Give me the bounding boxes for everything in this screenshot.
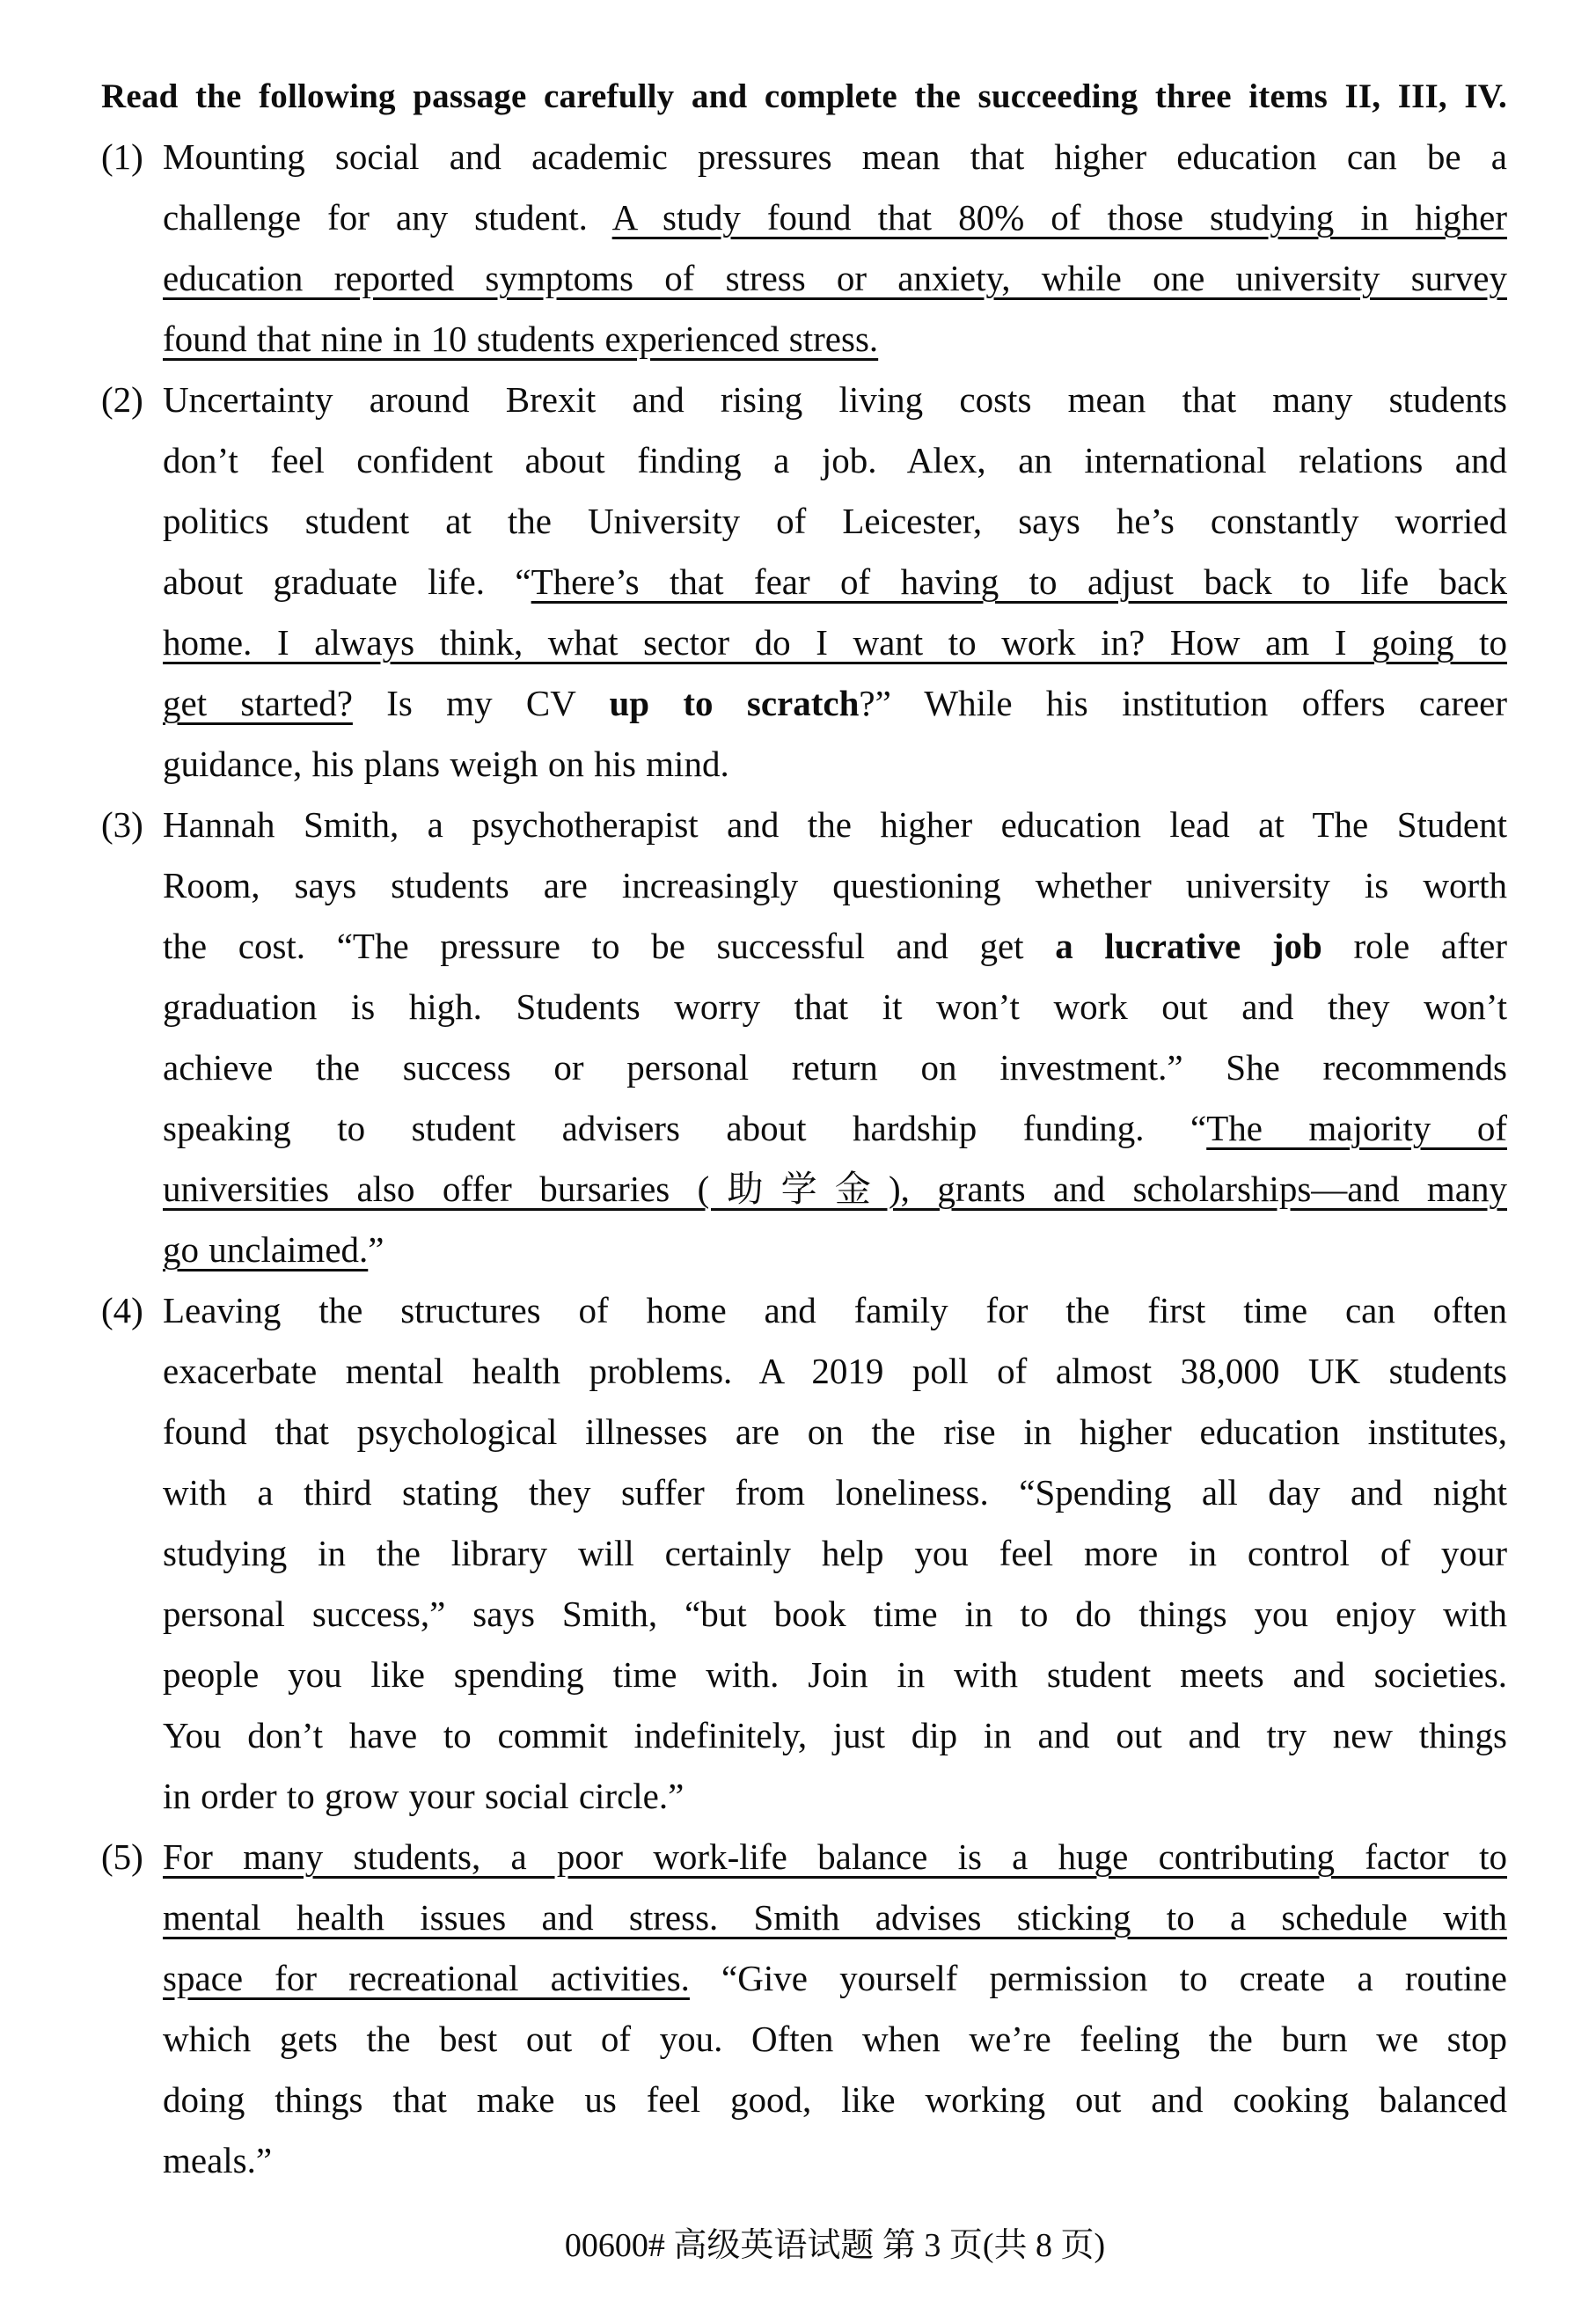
underlined-segment: found that nine in 10 students experienced stress. <box>163 319 879 359</box>
text-segment: the cost. “The pressure to be successful and get <box>163 926 1056 966</box>
passage-line <box>163 491 1507 552</box>
underlined-segment: space for recreational activities. <box>163 1958 690 1998</box>
paragraph-3 <box>101 795 1507 1280</box>
passage-line <box>163 1645 1507 1705</box>
paragraph-marker: (5) <box>101 1836 143 1877</box>
paragraph-5 <box>101 1827 1507 2191</box>
text-segment: studying in the library will certainly help you feel more in control of your <box>163 1533 1507 1573</box>
underlined-segment: universities also offer bursaries (助学金), grants and scholarships—and many <box>163 1169 1507 1209</box>
paragraph-marker: (1) <box>101 136 143 177</box>
underlined-segment: For many students, a poor work-life balance is a huge contributing factor to <box>163 1836 1507 1877</box>
text-segment: meals.” <box>163 2140 273 2180</box>
instruction-heading: Read the following passage carefully and complete the succeeding three items II, III, IV. <box>101 77 1507 115</box>
underlined-segment: go unclaimed. <box>163 1229 369 1270</box>
passage-line <box>163 1220 1507 1280</box>
text-segment: speaking to student advisers about hardship funding. “ <box>163 1108 1207 1148</box>
passage-line <box>163 1462 1507 1523</box>
paragraph-marker: (4) <box>101 1290 143 1330</box>
page-footer: 00600# 高级英语试题 第 3 页(共 8 页) <box>564 2227 1106 2264</box>
passage-line <box>163 673 1507 734</box>
passage-line <box>163 2009 1507 2070</box>
passage-line <box>163 552 1507 612</box>
passage-line <box>163 1827 1507 1887</box>
passage-line <box>163 370 1507 430</box>
passage <box>101 127 1507 2191</box>
text-segment: Leaving the structures of home and family for the first time can often <box>163 1290 1507 1330</box>
passage-line <box>163 1523 1507 1584</box>
text-segment: challenge for any student. <box>163 197 612 238</box>
underlined-segment: get started? <box>163 683 353 723</box>
passage-line <box>163 248 1507 309</box>
paragraph-marker: (3) <box>101 804 143 845</box>
text-segment: which gets the best out of you. Often when we’re feeling the burn we stop <box>163 2019 1507 2059</box>
underlined-segment: There’s that fear of having to adjust back to life back <box>531 561 1507 602</box>
passage-line <box>163 1584 1507 1645</box>
paragraph-1 <box>101 127 1507 370</box>
passage-line <box>163 977 1507 1037</box>
passage-line <box>163 1705 1507 1766</box>
text-segment: achieve the success or personal return on investment.” She recommends <box>163 1047 1507 1088</box>
passage-line <box>163 1280 1507 1341</box>
passage-line <box>163 795 1507 855</box>
passage-line <box>163 309 1507 370</box>
bold-segment: a lucrative job <box>1055 926 1322 966</box>
text-segment: You don’t have to commit indefinitely, just dip in and out and try new things <box>163 1715 1507 1755</box>
text-segment: don’t feel confident about finding a job. Alex, an international relations and <box>163 440 1507 480</box>
text-segment: doing things that make us feel good, like working out and cooking balanced <box>163 2079 1507 2120</box>
passage-line <box>163 430 1507 491</box>
passage-line <box>163 1887 1507 1948</box>
text-segment: politics student at the University of Leicester, says he’s constantly worried <box>163 501 1507 541</box>
underlined-segment: home. I always think, what sector do I want to work in? How am I going to <box>163 622 1507 663</box>
text-segment: graduation is high. Students worry that it won’t work out and they won’t <box>163 986 1507 1027</box>
text-segment: Room, says students are increasingly questioning whether university is worth <box>163 865 1507 905</box>
passage-line <box>163 916 1507 977</box>
text-segment: people you like spending time with. Join in with student meets and societies. <box>163 1654 1507 1695</box>
text-segment: in order to grow your social circle.” <box>163 1776 685 1816</box>
underlined-segment: The majority of <box>1206 1108 1507 1148</box>
paragraph-marker: (2) <box>101 379 143 420</box>
passage-line <box>163 1159 1507 1220</box>
text-segment: ?” While his institution offers career <box>859 683 1507 723</box>
text-segment: found that psychological illnesses are on the rise in higher education institutes, <box>163 1411 1507 1452</box>
text-segment: Uncertainty around Brexit and rising living costs mean that many students <box>163 379 1507 420</box>
passage-line <box>163 1402 1507 1462</box>
passage-line <box>163 1948 1507 2009</box>
text-segment: Mounting social and academic pressures mean that higher education can be a <box>163 136 1507 177</box>
paragraph-4 <box>101 1280 1507 1827</box>
passage-line <box>163 2070 1507 2130</box>
text-segment: “Give yourself permission to create a routine <box>689 1958 1507 1998</box>
passage-line <box>163 2130 1507 2191</box>
passage-line <box>163 1098 1507 1159</box>
text-segment: role after <box>1321 926 1507 966</box>
text-segment: personal success,” says Smith, “but book time in to do things you enjoy with <box>163 1594 1507 1634</box>
passage-line <box>163 855 1507 916</box>
passage-line <box>163 127 1507 187</box>
underlined-segment: education reported symptoms of stress or anxiety, while one university survey <box>163 258 1507 298</box>
text-segment: exacerbate mental health problems. A 2019 poll of almost 38,000 UK students <box>163 1351 1507 1391</box>
bold-segment: up to scratch <box>609 683 860 723</box>
text-segment: guidance, his plans weigh on his mind. <box>163 744 729 784</box>
underlined-segment: A study found that 80% of those studying in higher <box>611 197 1507 238</box>
passage-line <box>163 1341 1507 1402</box>
passage-line <box>163 187 1507 248</box>
passage-line <box>163 734 1507 795</box>
underlined-segment: mental health issues and stress. Smith advises sticking to a schedule with <box>163 1897 1507 1938</box>
text-segment: with a third stating they suffer from loneliness. “Spending all day and night <box>163 1472 1507 1513</box>
passage-line <box>163 1766 1507 1827</box>
text-segment: Is my CV <box>352 683 610 723</box>
passage-line <box>163 612 1507 673</box>
text-segment: about graduate life. “ <box>163 561 531 602</box>
text-segment: Hannah Smith, a psychotherapist and the higher education lead at The Student <box>163 804 1507 845</box>
paragraph-2 <box>101 370 1507 795</box>
passage-line <box>163 1037 1507 1098</box>
text-segment: ” <box>368 1229 384 1270</box>
